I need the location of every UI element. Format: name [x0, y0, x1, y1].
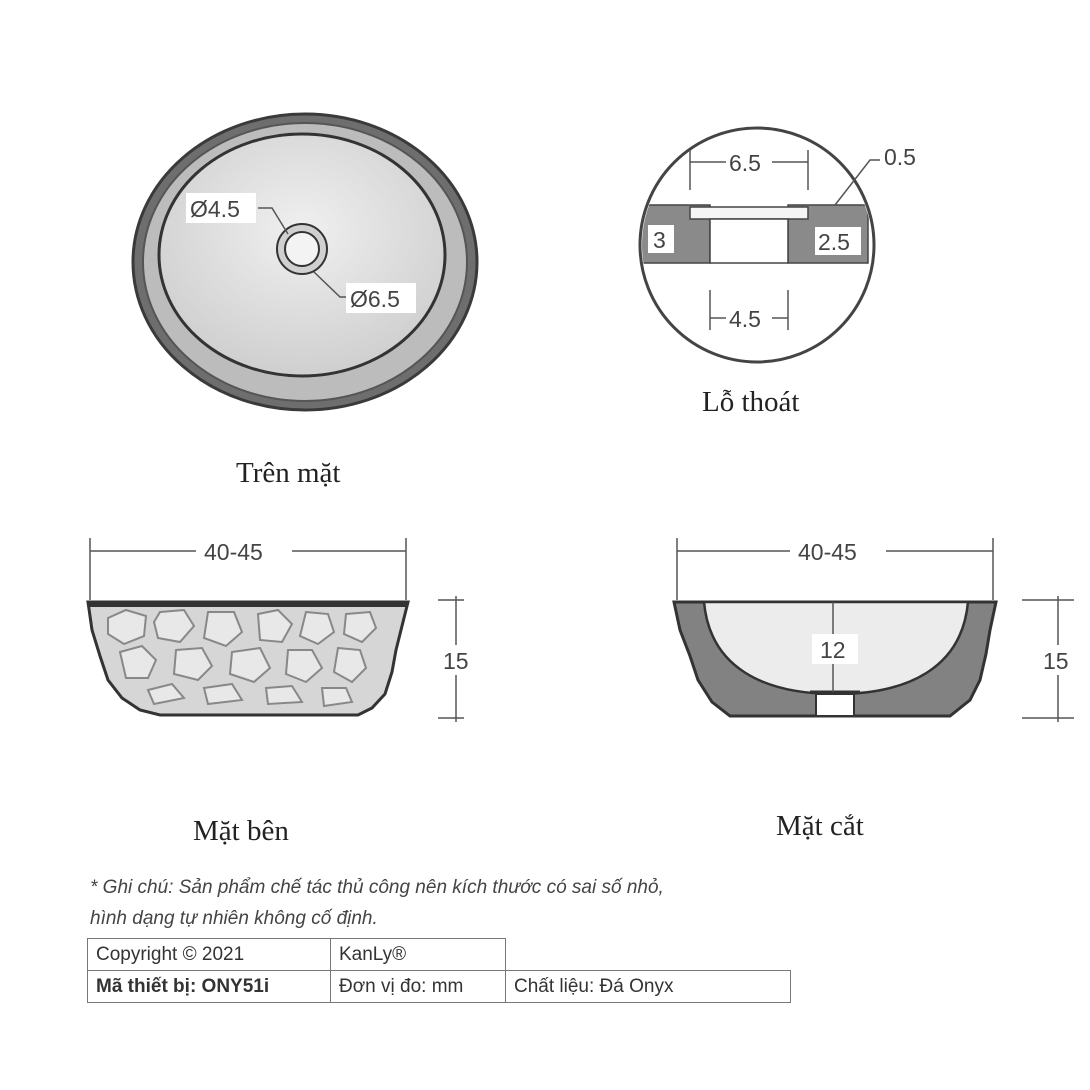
- device-code-cell: Mã thiết bị: ONY51i: [88, 971, 331, 1003]
- dim-outer-diameter: Ø6.5: [350, 286, 400, 312]
- flange: [690, 207, 808, 219]
- dim-side-width: 40-45: [204, 539, 263, 565]
- side-view: [88, 537, 474, 847]
- section-view: [674, 537, 1076, 842]
- drain-inner: [285, 232, 319, 266]
- top-view: [133, 114, 477, 489]
- dim-bottom-width: 4.5: [729, 306, 761, 332]
- dim-right-height: 2.5: [818, 229, 850, 255]
- info-table: [87, 938, 791, 1003]
- dim-left-height: 3: [653, 227, 666, 253]
- drain-bore: [710, 219, 788, 263]
- note-line-2: hình dạng tự nhiên không cố định.: [90, 908, 378, 929]
- side-view-title: Mặt bên: [193, 815, 289, 847]
- top-view-title: Trên mặt: [236, 457, 341, 489]
- dim-section-height: 15: [1043, 648, 1069, 674]
- info-row-1: [88, 939, 791, 971]
- dim-section-width: 40-45: [798, 539, 857, 565]
- empty-cell: [506, 939, 791, 971]
- dim-side-height: 15: [443, 648, 469, 674]
- material-cell: Chất liệu: Đá Onyx: [506, 971, 791, 1003]
- dim-top-width: 6.5: [729, 150, 761, 176]
- note-line-1: * Ghi chú: Sản phẩm chế tác thủ công nên kích thước có sai số nhỏ,: [90, 877, 664, 898]
- section-drain: [816, 694, 854, 716]
- info-row-2: [88, 971, 791, 1003]
- note: [90, 872, 810, 934]
- dim-inner-diameter: Ø4.5: [190, 196, 240, 222]
- dim-section-depth: 12: [820, 637, 846, 663]
- section-view-title: Mặt cắt: [776, 810, 864, 842]
- unit-cell: Đơn vị đo: mm: [331, 971, 506, 1003]
- copyright-cell: Copyright © 2021: [88, 939, 331, 971]
- drain-detail: [630, 128, 916, 418]
- brand-cell: KanLy®: [331, 939, 506, 971]
- dim-lip: 0.5: [884, 144, 916, 170]
- drain-view-title: Lỗ thoát: [702, 386, 800, 418]
